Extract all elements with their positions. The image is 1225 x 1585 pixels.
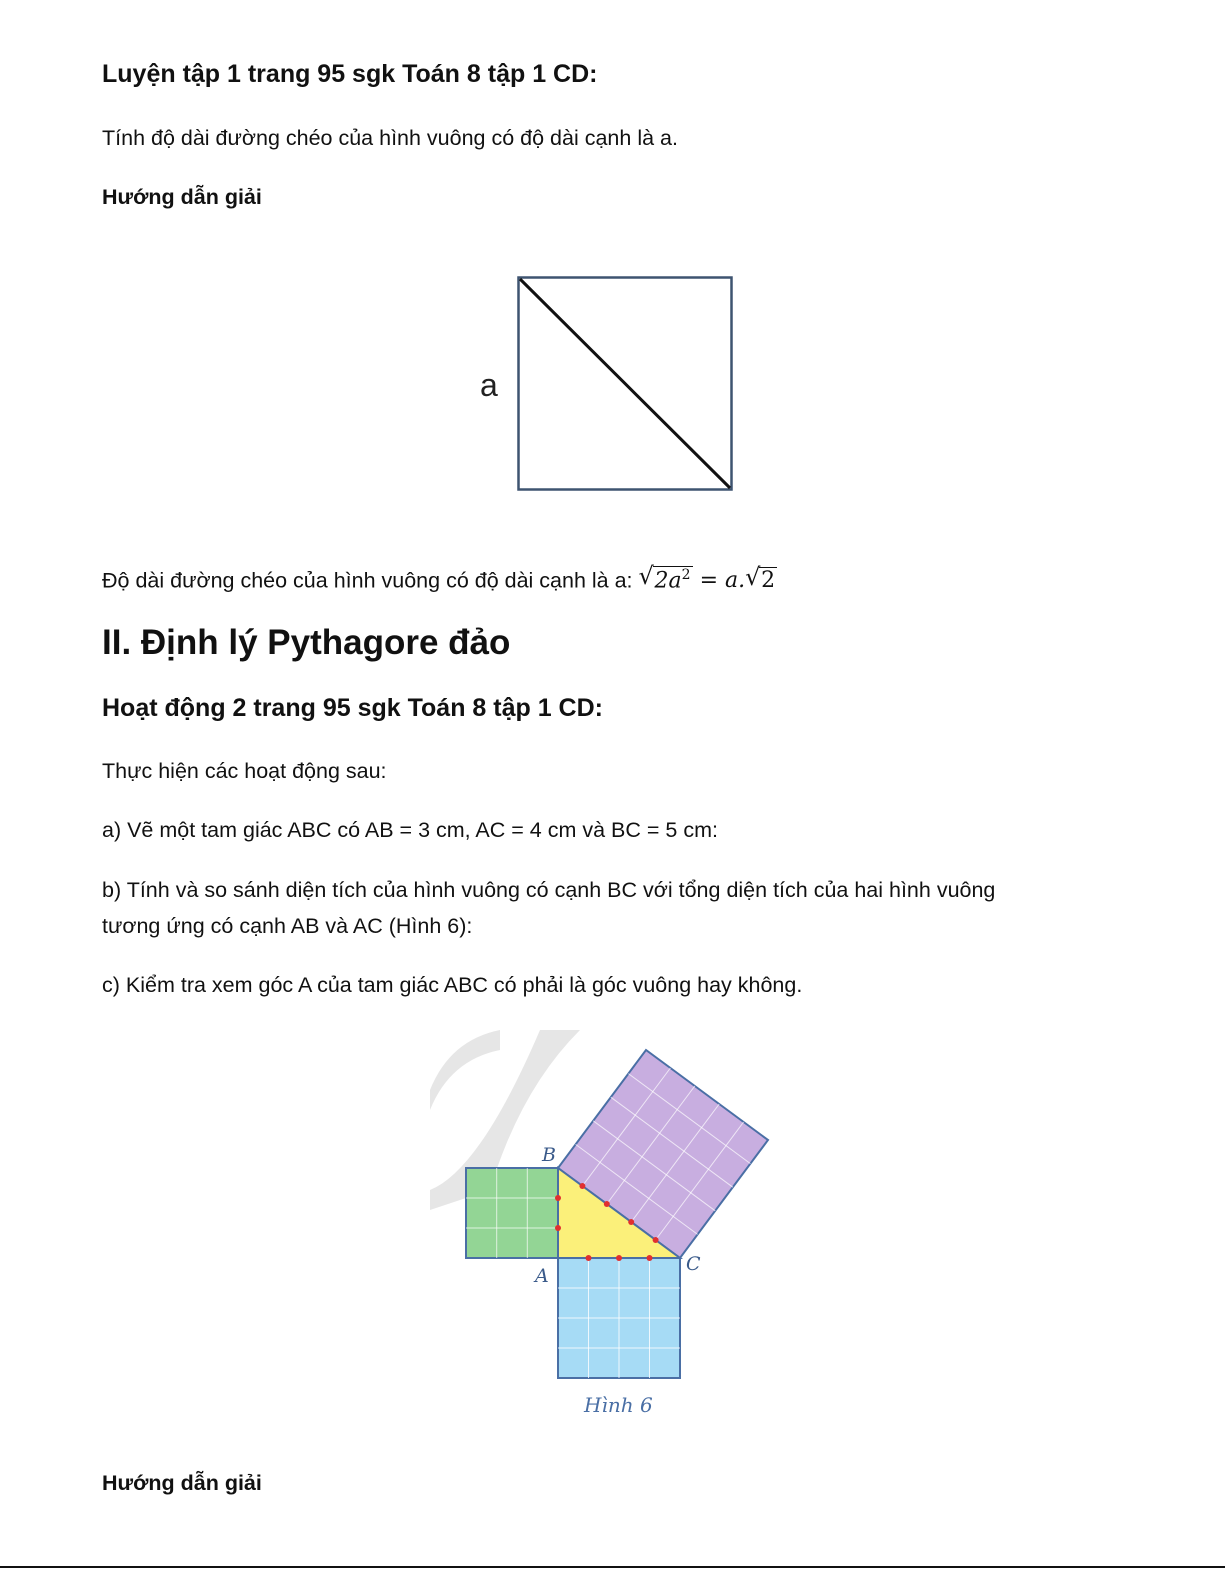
answer-prefix: Độ dài đường chéo của hình vuông có độ dài cạnh là a:: [102, 568, 633, 593]
vertex-label-c: C: [686, 1253, 701, 1275]
item-c: c) Kiểm tra xem góc A của tam giác ABC có phải là góc vuông hay không.: [102, 973, 803, 997]
problem-text: Tính độ dài đường chéo của hình vuông có độ dài cạnh là a.: [102, 126, 678, 150]
watermark-arc: [430, 1030, 500, 1110]
page-bottom-rule: [0, 1566, 1225, 1568]
sqrt-2a2: √ $2a^2$: [638, 562, 691, 594]
diagonal-line: [520, 279, 730, 488]
solution-label-2: Hướng dẫn giải: [102, 1471, 262, 1495]
square-ac: [558, 1258, 680, 1378]
square-diagonal-figure: [470, 268, 750, 500]
vertex-label-a: A: [535, 1265, 549, 1287]
solution-label-1: Hướng dẫn giải: [102, 185, 262, 209]
intro-text: Thực hiện các hoạt động sau:: [102, 759, 387, 783]
answer-line: [102, 562, 777, 594]
figure-caption: Hình 6: [584, 1393, 653, 1417]
hinh-6-figure: [420, 1020, 790, 1420]
equals-sign: =: [699, 568, 718, 594]
exponent: 2: [681, 567, 691, 583]
coef-a: a.: [725, 568, 746, 594]
radicand: 2a: [654, 568, 682, 594]
section-title-pythagore-dao: II. Định lý Pythagore đảo: [102, 623, 511, 662]
sqrt-2: √ 2: [745, 563, 776, 594]
side-label-a: a: [480, 367, 498, 403]
item-b-line1: b) Tính và so sánh diện tích của hình vuông có cạnh BC với tổng diện tích của hai hình vuông: [102, 878, 996, 902]
answer-formula: [638, 562, 778, 594]
item-a: a) Vẽ một tam giác ABC có AB = 3 cm, AC = 4 cm và BC = 5 cm:: [102, 818, 718, 842]
heading-hoat-dong-2: Hoạt động 2 trang 95 sgk Toán 8 tập 1 CD:: [102, 694, 603, 722]
item-b-line2: tương ứng có cạnh AB và AC (Hình 6):: [102, 914, 473, 938]
vertex-label-b: B: [542, 1144, 556, 1166]
square-ab: [466, 1168, 558, 1258]
heading-luyen-tap-1: Luyện tập 1 trang 95 sgk Toán 8 tập 1 CD:: [102, 60, 598, 88]
